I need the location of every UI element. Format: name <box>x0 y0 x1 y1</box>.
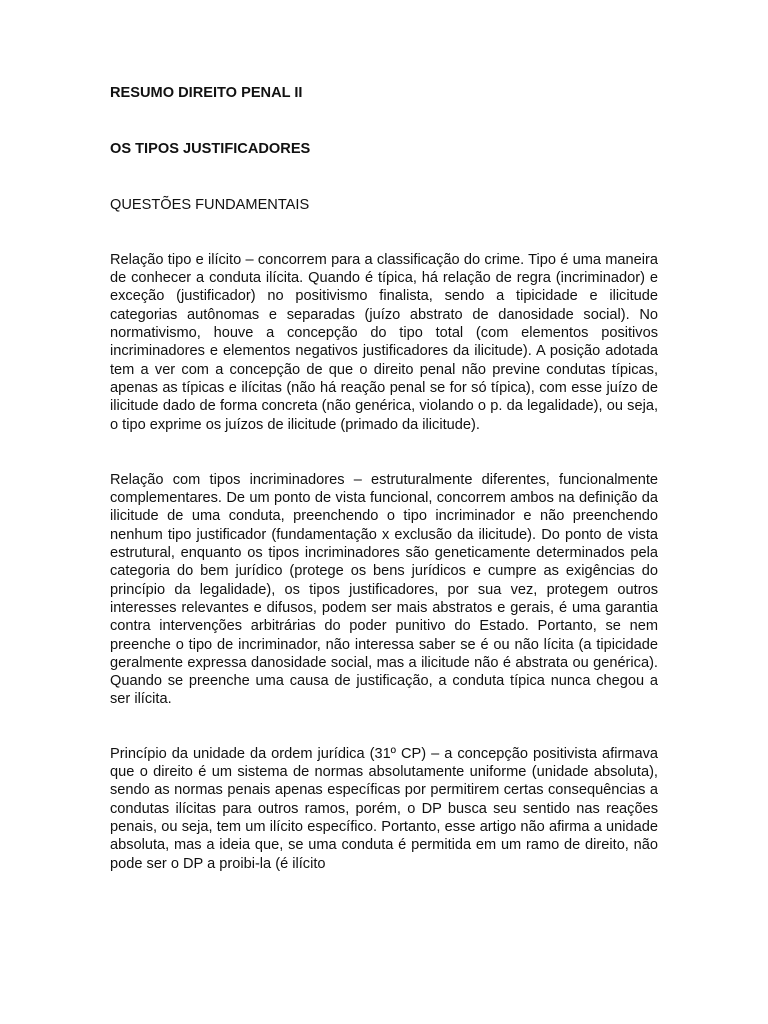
document-page <box>110 84 658 873</box>
paragraph-relacao-tipos-incriminadores: Relação com tipos incriminadores – estruturalmente diferentes, funcionalmente complementares. De um ponto de vista funcional, concorrem ambos na definição da ilicitude de uma conduta, preenchendo o tipo incriminador e não preenchendo nenhum tipo justificador (fundamentação x exclusão da ilicitude). Do ponto de vista estrutural, enquanto os tipos incriminadores são geneticamente determinados pela categoria do bem jurídico (protege os bens jurídicos e cumpre as exigências do princípio da legalidade), os tipos justificadores, por sua vez, protegem outros interesses relevantes e difusos, podem ser mais abstratos e gerais, é uma garantia contra intervenções arbitrárias do poder punitivo do Estado. Portanto, se nem preenche o tipo de incriminador, não interessa saber se é ou não lícita (a tipicidade geralmente expressa danosidade social, mas a ilicitude não é abstrata ou genérica). Quando se preenche uma causa de justificação, a conduta típica nunca chegou a ser ilícita. <box>110 471 658 708</box>
section-title: OS TIPOS JUSTIFICADORES <box>110 141 311 158</box>
paragraph-relacao-tipo-ilicito: Relação tipo e ilícito – concorrem para a classificação do crime. Tipo é uma maneira de conhecer a conduta ilícita. Quando é típica, há relação de regra (incriminador) e exceção (justificador) no positivismo finalista, sendo a tipicidade e ilicitude categorias autônomas e separadas (juízo abstrato de danosidade social). No normativismo, houve a concepção do tipo total (com elementos positivos incriminadores e elementos negativos justificadores da ilicitude). A posição adotada tem a ver com a concepção de que o direito penal não previne condutas típicas, apenas as típicas e ilícitas (não há reação penal se for só típica), com esse juízo de ilicitude dado de forma concreta (não genérica, violando o p. da legalidade), ou seja, o tipo exprime os juízos de ilicitude (primado da ilicitude). <box>110 251 658 433</box>
document-title: RESUMO DIREITO PENAL II <box>110 85 303 101</box>
paragraph-unidade-ordem-juridica: Princípio da unidade da ordem jurídica (31º CP) – a concepção positivista afirmava que o direito é um sistema de normas absolutamente uniforme (unidade absoluta), sendo as normas penais apenas específicas por permitirem certas consequências a condutas ilícitas para outros ramos, porém, o DP busca seu sentido nas reações penais, ou seja, tem um ilícito específico. Portanto, esse artigo não afirma a unidade absoluta, mas a ideia que, se uma conduta é permitida em um ramo de direito, não pode ser o DP a proibi-la (é ilícito <box>110 745 658 872</box>
subsection-title: QUESTÕES FUNDAMENTAIS <box>110 196 310 213</box>
